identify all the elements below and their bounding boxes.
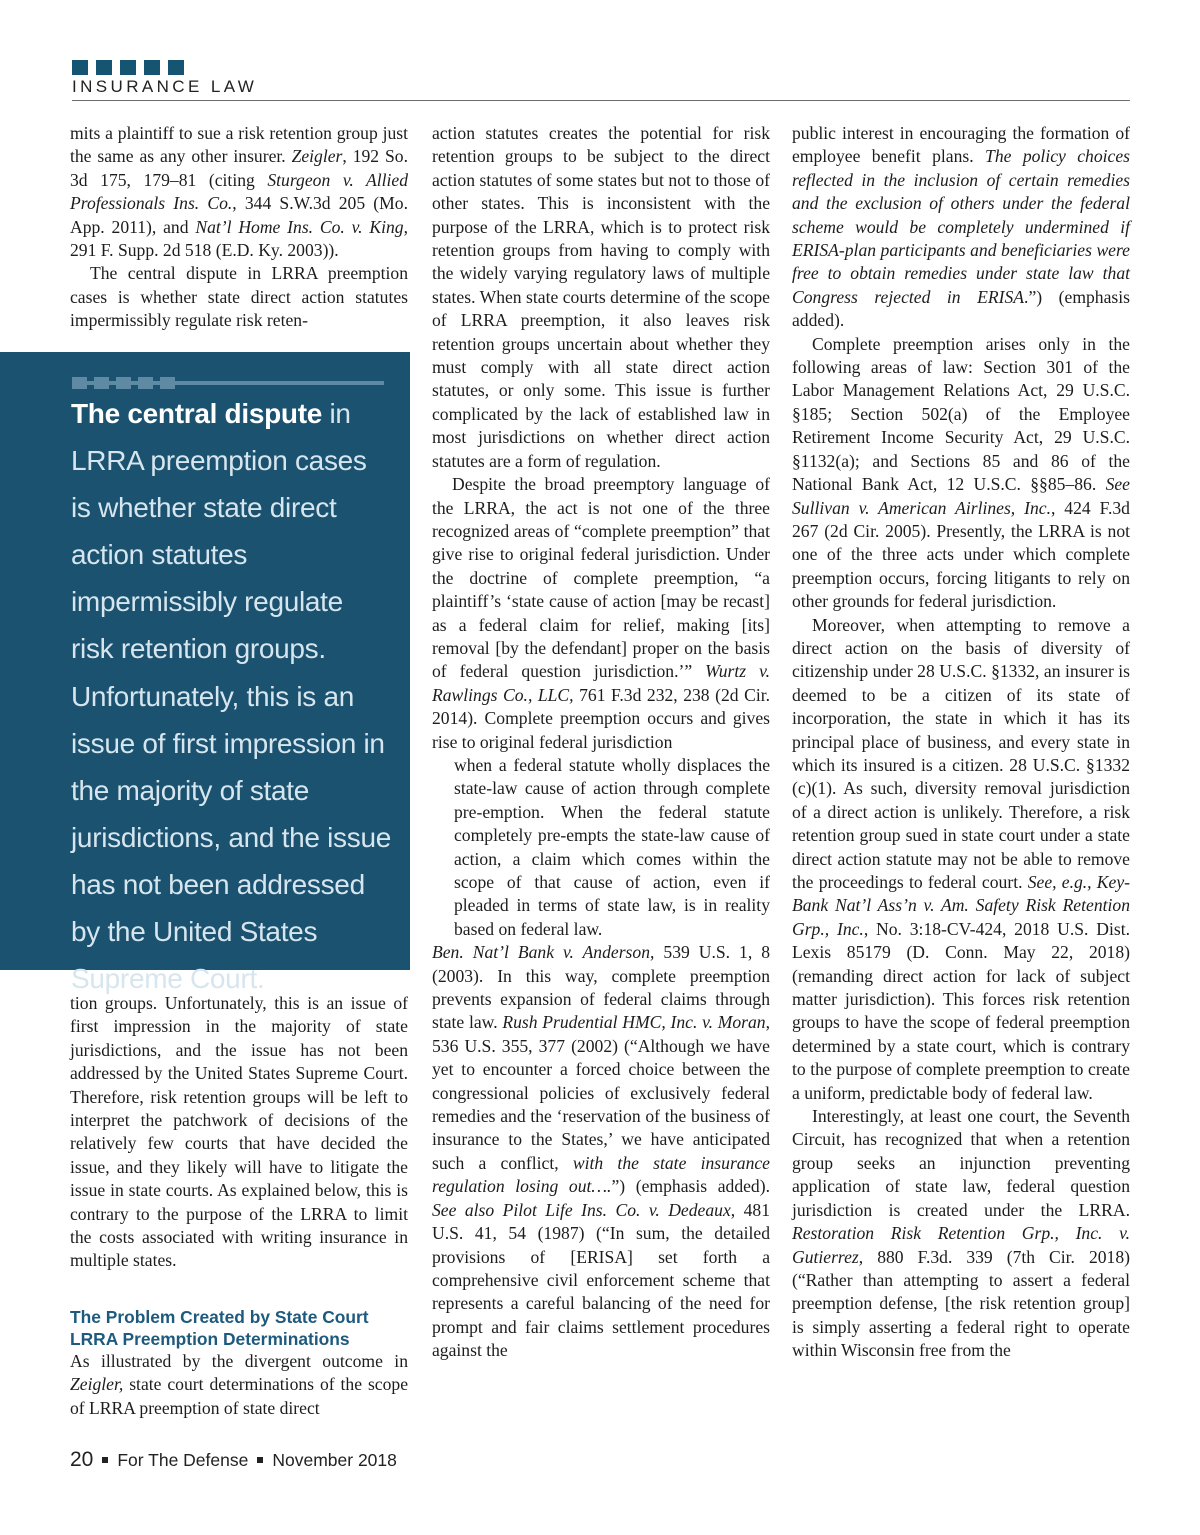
column-1-lower xyxy=(70,992,408,1420)
column-1-upper xyxy=(70,122,408,333)
section-label: INSURANCE LAW xyxy=(72,77,258,96)
header-square xyxy=(120,60,136,75)
paragraph: The central dispute in LRRA preemption cases is whether state direct action statutes impermissibly regulate risk reten- xyxy=(70,263,408,331)
paragraph: public interest in encouraging the formation of employee benefit plans. The policy choices reflected in the inclusion of certain remedies and the exclusion of others under the federal scheme would be completely undermined if ERISA-plan participants and beneficiaries were free to obtain remedies under state law that Congress rejected in ERISA.”) (emphasis added). xyxy=(792,123,1130,331)
paragraph: action statutes creates the potential for risk retention groups to be subject to the direct action statutes of some states but not to those of other states. This is inconsistent with the purpose of the LRRA, which is to protect risk retention groups from having to comply with the widely varying regulatory laws of multiple states. When state courts determine of the scope of LRRA preemption, it also leaves risk retention groups uncertain about whether they must comply with all state direct action statutes, or only some. This issue is further complicated by the lack of established law in most jurisdictions on whether direct action statutes are a form of regulation. xyxy=(432,123,770,471)
paragraph: Ben. Nat’l Bank v. Anderson, 539 U.S. 1, 8 (2003). In this way, complete preemption prevents expansion of federal claims through state law. Rush Prudential HMC, Inc. v. Moran, 536 U.S. 355, 377 (2002) (“Although we have yet to encounter a forced choice between the congressional policies of exclusively federal remedies and the ‘reservation of the business of insurance to the States,’ we have anticipated such a conflict, with the state insurance regulation losing out….”) (emphasis added). See also Pilot Life Ins. Co. v. Dedeaux, 481 U.S. 41, 54 (1987) (“In sum, the detailed provisions of [ERISA] set forth a comprehensive civil enforcement scheme that represents a careful balancing of the need for prompt and fair claims settlement procedures against the xyxy=(432,942,770,1361)
pull-quote-square xyxy=(160,377,175,389)
header-rule xyxy=(72,100,1130,101)
publication-name: For The Defense xyxy=(117,1449,249,1470)
pull-quote-rest: in LRRA preemption cases is whether state direct action statutes impermissibly regulate risk retention groups. Unfortunately, this is an issue of first impression in the majority of state jurisdictions, and the issue has not been addressed by the United States Supreme Court. xyxy=(71,398,391,995)
pull-quote-square xyxy=(116,377,131,389)
page-footer xyxy=(70,1448,397,1472)
pull-quote-square xyxy=(138,377,153,389)
block-quote: when a federal statute wholly displaces the state-law cause of action through complete pre-emption. When the federal statute completely pre-empts the state-law cause of action, a claim which comes within the scope of that cause of action, even if pleaded in terms of state law, is in reality based on federal law. xyxy=(454,754,770,939)
header-square xyxy=(96,60,112,75)
paragraph: Interestingly, at least one court, the Seventh Circuit, has recognized that when a retention group seeks an injunction preventing application of state law, federal question jurisdiction is created under the LRRA. Restoration Risk Retention Grp., Inc. v. Gutierrez, 880 F.3d. 339 (7th Cir. 2018) (“Rather than attempting to assert a federal preemption defense, [the risk retention group] is simply asserting a federal right to operate within Wisconsin free from the xyxy=(792,1106,1130,1361)
page-number: 20 xyxy=(70,1448,94,1471)
paragraph: mits a plaintiff to sue a risk retention group just the same as any other insurer. Zeigler, 192 So. 3d 175, 179–81 (citing Sturgeon v. Allied Professionals Ins. Co., 344 S.W.3d 205 (Mo. App. 2011), and Nat’l Home Ins. Co. v. King, 291 F. Supp. 2d 518 (E.D. Ky. 2003)). xyxy=(70,123,408,261)
pull-quote-square xyxy=(72,377,87,389)
issue-date: November 2018 xyxy=(272,1449,397,1470)
header-squares xyxy=(72,60,184,75)
column-2 xyxy=(432,122,770,1363)
paragraph: Despite the broad preemptory language of the LRRA, the act is not one of the three recognized areas of “complete preemption” that give rise to original federal jurisdiction. Under the doctrine of complete preemption, “a plaintiff’s ‘state cause of action [may be recast] as a federal claim for relief, making [its] removal [by the defendant] proper on the basis of federal question jurisdiction.’” Wurtz v. Rawlings Co., LLC, 761 F.3d 232, 238 (2d Cir. 2014). Complete preemption occurs and gives rise to original federal jurisdiction xyxy=(432,474,770,752)
paragraph: Moreover, when attempting to remove a direct action on the basis of diversity of citizenship under 28 U.S.C. §1332, an insurer is deemed to be a citizen of its state of incorporation, the state in which it has its principal place of business, and every state in which its insured is a citizen. 28 U.S.C. §1332 (c)(1). As such, diversity removal jurisdiction of a direct action is unlikely. Therefore, a risk retention group sued in state court under a state direct action statute may not be able to remove the proceedings to federal court. See, e.g., Key-Bank Nat’l Ass’n v. Am. Safety Risk Retention Grp., Inc., No. 3:18-CV-424, 2018 U.S. Dist. Lexis 85179 (D. Conn. May 22, 2018) (remanding direct action for lack of subject matter jurisdiction). This forces risk retention groups to have the scope of federal preemption determined by a state court, which is contrary to the purpose of complete preemption to create a uniform, predictable body of federal law. xyxy=(792,614,1131,1103)
section-subhead: The Problem Created by State Court LRRA Preemption Determinations xyxy=(70,1306,369,1349)
header-square xyxy=(144,60,160,75)
pull-quote-square xyxy=(94,377,109,389)
header-square xyxy=(168,60,184,75)
header-square xyxy=(72,60,88,75)
pull-quote-text xyxy=(71,390,391,1002)
paragraph: Complete preemption arises only in the following areas of law: Section 301 of the Labor Management Relations Act, 29 U.S.C. §185; Section 502(a) of the Employee Retirement Income Security Act, 29 U.S.C. §1132(a); and Sections 85 and 86 of the National Bank Act, 12 U.S.C. §§85–86. See Sullivan v. American Airlines, Inc., 424 F.3d 267 (2d Cir. 2005). Presently, the LRRA is not one of the three acts under which complete preemption occurs, forcing litigants to rely on other grounds for federal jurisdiction. xyxy=(792,333,1130,612)
footer-bullet xyxy=(102,1457,108,1463)
footer-bullet xyxy=(257,1457,263,1463)
paragraph: tion groups. Unfortunately, this is an issue of first impression in the majority of state jurisdictions, and the issue has not been addressed by the United States Supreme Court. Therefore, risk retention groups will be left to interpret the patchwork of decisions of the relatively few courts that have decided the issue, and they likely will have to litigate the issue in state courts. As explained below, this is contrary to the purpose of the LRRA to limit the costs associated with writing insurance in multiple states. xyxy=(70,993,408,1271)
pull-quote xyxy=(0,352,410,995)
column-3 xyxy=(792,122,1130,1363)
paragraph: As illustrated by the divergent outcome in Zeigler, state court determinations of the scope of LRRA preemption of state direct xyxy=(70,1350,408,1418)
pull-quote-lead: The central dispute xyxy=(71,398,323,429)
pull-quote-squares xyxy=(72,377,175,389)
